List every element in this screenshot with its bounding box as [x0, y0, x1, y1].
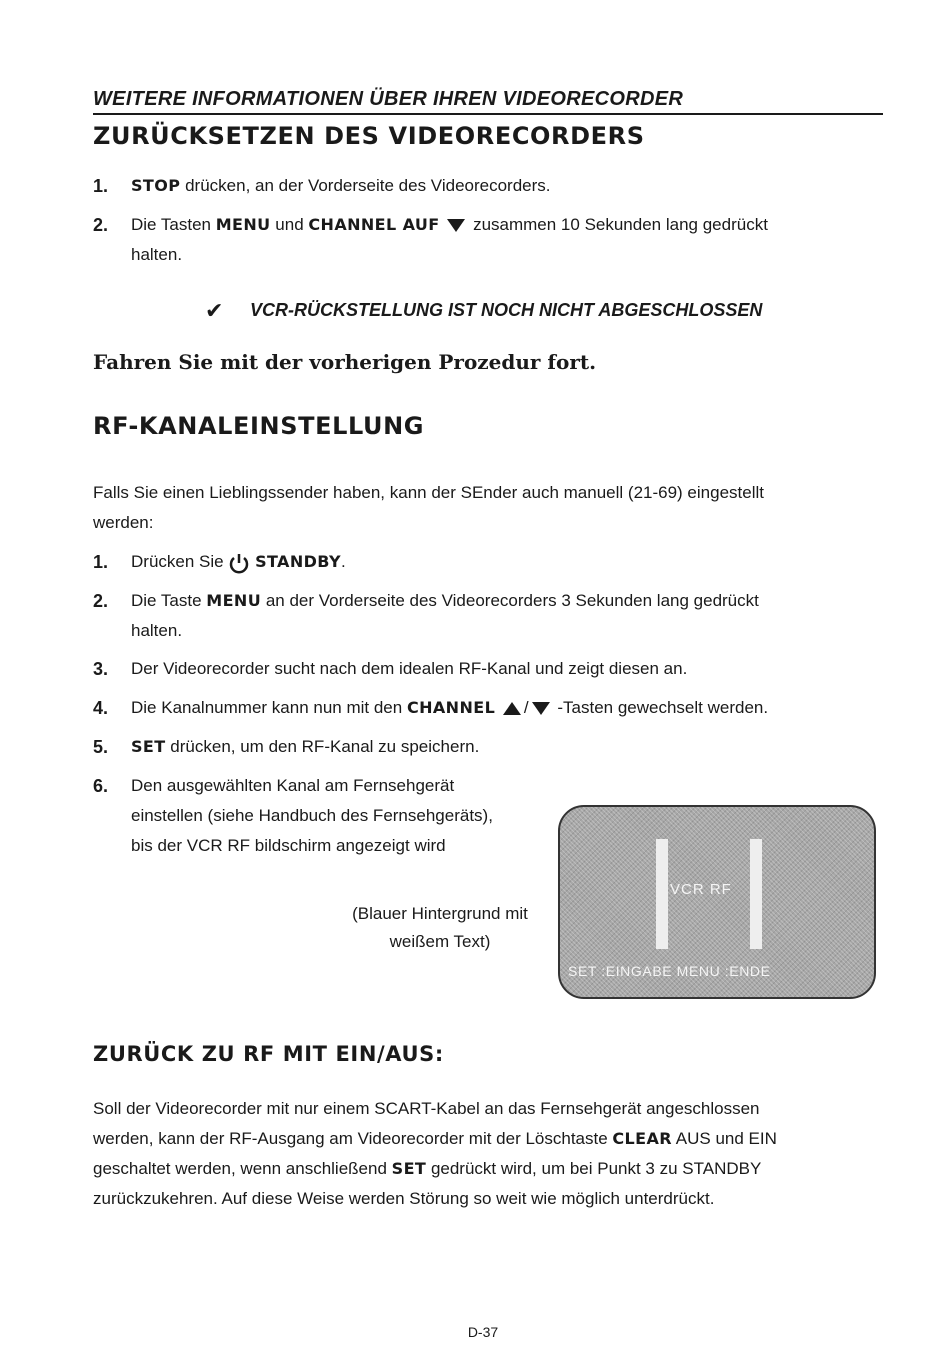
arrow-down-icon: [447, 219, 465, 232]
step-text: halten.: [131, 621, 183, 640]
reset-step-1: [131, 171, 551, 201]
section-kicker: WEITERE INFORMATIONEN ÜBER IHREN VIDEORECORDER: [93, 88, 883, 115]
step-text: Die Tasten: [131, 215, 216, 234]
paragraph-text: geschaltet werden, wenn anschließend: [93, 1159, 392, 1178]
key-standby: STANDBY: [255, 552, 342, 571]
step-text: Die Taste: [131, 591, 207, 610]
rf-step-1: [131, 547, 346, 577]
screen-bar-left: [656, 839, 668, 949]
rf-step-5: [131, 732, 479, 762]
key-menu: MENU: [206, 591, 262, 610]
rf-intro: [93, 478, 883, 538]
heading-reset: ZURÜCKSETZEN DES VIDEORECORDERS: [93, 122, 645, 150]
arrow-down-icon: [532, 702, 550, 715]
step-number: 3.: [93, 659, 109, 679]
step-number: 5.: [93, 737, 109, 757]
key-channel-up: CHANNEL AUF: [308, 215, 440, 234]
reset-note: VCR-RÜCKSTELLUNG IST NOCH NICHT ABGESCHLOSSEN: [250, 300, 763, 320]
rf-step-4: [131, 693, 891, 723]
heading-rf: RF-KANALEINSTELLUNG: [93, 412, 425, 440]
key-stop: STOP: [131, 176, 181, 195]
step-text: .: [341, 552, 346, 571]
arrow-up-icon: [503, 702, 521, 715]
step-text: zusammen 10 Sekunden lang gedrückt: [468, 215, 768, 234]
step-number: 1.: [93, 552, 109, 572]
reset-step-2: [131, 210, 891, 270]
step-text: an der Vorderseite des Videorecorders 3 Sekunden lang gedrückt: [261, 591, 759, 610]
step-number: 6.: [93, 776, 109, 796]
paragraph-text: zurückzukehren. Auf diese Weise werden Störung so weit wie möglich unterdrückt.: [93, 1189, 715, 1208]
step-text: drücken, um den RF-Kanal zu speichern.: [165, 737, 480, 756]
key-set: SET: [391, 1159, 427, 1178]
step-text: -Tasten gewechselt werden.: [552, 698, 769, 717]
heading-back-to-rf: ZURÜCK ZU RF MIT EIN/AUS:: [93, 1042, 444, 1066]
intro-text: werden:: [93, 513, 154, 532]
rf-step-3: Der Videorecorder sucht nach dem idealen RF-Kanal und zeigt diesen an.: [131, 659, 688, 678]
paragraph-text: AUS und EIN: [671, 1129, 777, 1148]
paragraph-text: werden, kann der RF-Ausgang am Videorecorder mit der Löschtaste: [93, 1129, 613, 1148]
rf-step-2: [131, 586, 891, 646]
power-icon: [228, 552, 250, 574]
caption-text: (Blauer Hintergrund mit: [352, 904, 528, 923]
step-text: und: [270, 215, 309, 234]
screen-title: VCR RF: [670, 881, 732, 898]
step-text: Den ausgewählten Kanal am Fernsehgerät: [131, 776, 455, 795]
step-text: einstellen (siehe Handbuch des Fernsehgeräts),: [131, 806, 493, 825]
separator: /: [523, 698, 529, 717]
step-number: 1.: [93, 176, 109, 196]
back-to-rf-paragraph: [93, 1094, 893, 1214]
screen-footer: SET :EINGABE MENU :ENDE: [568, 963, 771, 979]
step-text: drücken, an der Vorderseite des Videorecorders.: [180, 176, 551, 195]
step-number: 2.: [93, 215, 109, 235]
continue-text: Fahren Sie mit der vorherigen Prozedur fort.: [93, 350, 597, 374]
key-set: SET: [131, 737, 166, 756]
step-number: 4.: [93, 698, 109, 718]
vcr-rf-screen-illustration: [558, 805, 876, 999]
caption-text: weißem Text): [389, 932, 491, 951]
key-clear: CLEAR: [612, 1129, 672, 1148]
page-number: D-37: [467, 1324, 499, 1340]
step-text: halten.: [131, 245, 183, 264]
check-icon: ✔: [205, 298, 224, 323]
paragraph-text: gedrückt wird, um bei Punkt 3 zu STANDBY: [426, 1159, 762, 1178]
step-number: 2.: [93, 591, 109, 611]
screen-bar-right: [750, 839, 762, 949]
step-text: bis der VCR RF bildschirm angezeigt wird: [131, 836, 446, 855]
paragraph-text: Soll der Videorecorder mit nur einem SCART-Kabel an das Fernsehgerät angeschlossen: [93, 1099, 760, 1118]
screen-caption: [330, 900, 550, 956]
step-text: Die Kanalnummer kann nun mit den: [131, 698, 407, 717]
intro-text: Falls Sie einen Lieblingssender haben, kann der SEnder auch manuell (21-69) eingestellt: [93, 483, 764, 502]
rf-step-6: [131, 771, 551, 861]
key-channel: CHANNEL: [406, 698, 496, 717]
step-text: Drücken Sie: [131, 552, 229, 571]
key-menu: MENU: [215, 215, 271, 234]
